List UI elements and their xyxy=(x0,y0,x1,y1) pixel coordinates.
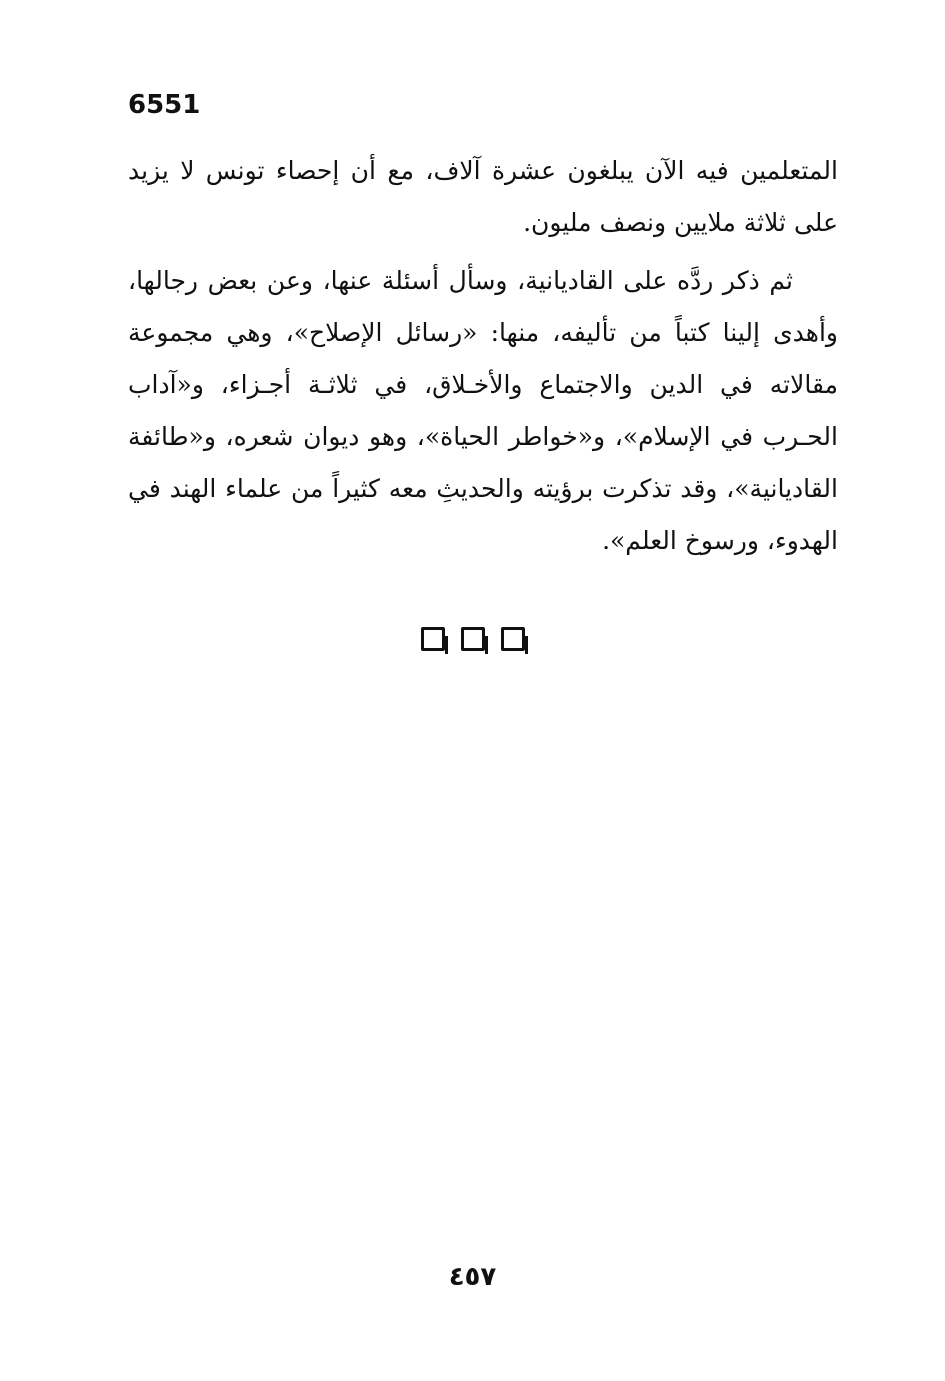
page-number: ٤٥٧ xyxy=(448,1262,497,1292)
ornament-square-icon xyxy=(461,627,485,651)
document-id-number: 6551 xyxy=(128,90,201,120)
section-end-ornaments xyxy=(0,627,945,651)
paragraph-1: المتعلمين فيه الآن يبلغون عشرة آلاف، مع أن إحصاء تونس لا يزيد على ثلاثة ملايين ونصف مليون. xyxy=(128,156,838,237)
ornament-square-icon xyxy=(421,627,445,651)
paragraph-2: ثم ذكر ردَّه على القاديانية، وسأل أسئلة عنها، وعن بعض رجالها، وأهدى إلينا كتباً من تأليفه، منها: «رسائل الإصلاح»، وهي مجموعة مقالاته في الدين والاجتماع والأخـلاق، في ثلاثـة أجـزاء، و«آداب الحـرب في الإسلام»، و«خواطر الحياة»، وهو ديوان شعره، و«طائفة القاديانية»، وقد تذكرت برؤيته والحديثِ معه كثيراً من علماء الهند في الهدوء، ورسوخ العلم». xyxy=(128,266,838,555)
ornament-square-icon xyxy=(501,627,525,651)
body-text xyxy=(128,145,838,567)
